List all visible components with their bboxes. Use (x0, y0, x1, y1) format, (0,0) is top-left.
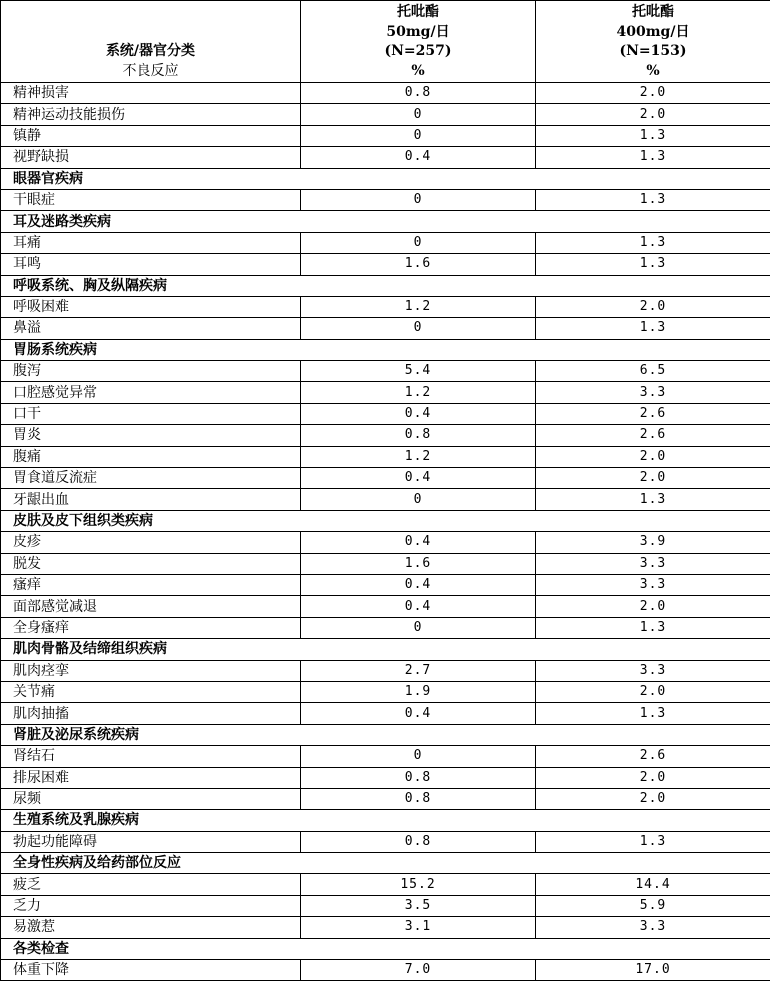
value-50mg: 0 (301, 104, 536, 125)
reaction-label: 镇静 (1, 125, 301, 146)
category-label: 耳及迷路类疾病 (1, 211, 770, 232)
value-400mg: 1.3 (536, 232, 770, 253)
value-50mg: 7.0 (301, 960, 536, 981)
header-dose-50-drug: 托吡酯 (397, 4, 439, 20)
category-row (1, 275, 770, 296)
reaction-label: 疲乏 (1, 874, 301, 895)
value-400mg: 3.9 (536, 532, 770, 553)
value-400mg: 2.0 (536, 468, 770, 489)
category-row (1, 510, 770, 531)
header-organ-class (1, 1, 301, 83)
value-400mg: 2.0 (536, 681, 770, 702)
reaction-label: 皮疹 (1, 532, 301, 553)
value-50mg: 0.4 (301, 596, 536, 617)
reaction-label: 全身瘙痒 (1, 617, 301, 638)
reaction-label: 牙龈出血 (1, 489, 301, 510)
value-50mg: 0.4 (301, 574, 536, 595)
value-400mg: 2.6 (536, 425, 770, 446)
reaction-label: 口腔感觉异常 (1, 382, 301, 403)
category-row (1, 938, 770, 959)
category-row (1, 168, 770, 189)
value-400mg: 3.3 (536, 382, 770, 403)
value-400mg: 5.9 (536, 895, 770, 916)
value-50mg: 0.8 (301, 767, 536, 788)
header-dose-50-unit: % (411, 62, 425, 79)
value-50mg: 1.2 (301, 446, 536, 467)
header-organ-title: 系统/器官分类 (105, 43, 196, 59)
value-50mg: 3.5 (301, 895, 536, 916)
category-label: 肌肉骨骼及结缔组织疾病 (1, 639, 770, 660)
value-400mg: 17.0 (536, 960, 770, 981)
reaction-label: 呼吸困难 (1, 296, 301, 317)
table-row (1, 403, 770, 424)
table-row (1, 125, 770, 146)
category-label: 生殖系统及乳腺疾病 (1, 810, 770, 831)
reaction-label: 干眼症 (1, 189, 301, 210)
table-row (1, 254, 770, 275)
table-row (1, 917, 770, 938)
table-row (1, 617, 770, 638)
value-400mg: 3.3 (536, 660, 770, 681)
category-label: 皮肤及皮下组织类疾病 (1, 510, 770, 531)
value-400mg: 1.3 (536, 125, 770, 146)
value-400mg: 2.0 (536, 83, 770, 104)
table-row (1, 382, 770, 403)
reaction-label: 面部感觉减退 (1, 596, 301, 617)
reaction-label: 尿频 (1, 788, 301, 809)
value-400mg: 3.3 (536, 917, 770, 938)
value-50mg: 0.8 (301, 788, 536, 809)
value-50mg: 1.9 (301, 681, 536, 702)
table-row (1, 532, 770, 553)
header-dose-50 (301, 1, 536, 83)
value-50mg: 3.1 (301, 917, 536, 938)
value-400mg: 6.5 (536, 361, 770, 382)
value-50mg: 5.4 (301, 361, 536, 382)
reaction-label: 视野缺损 (1, 147, 301, 168)
reaction-label: 耳痛 (1, 232, 301, 253)
reaction-label: 腹痛 (1, 446, 301, 467)
value-50mg: 15.2 (301, 874, 536, 895)
value-400mg: 1.3 (536, 489, 770, 510)
table-row (1, 596, 770, 617)
value-50mg: 0.8 (301, 83, 536, 104)
value-50mg: 1.6 (301, 254, 536, 275)
table-row (1, 83, 770, 104)
value-400mg: 1.3 (536, 254, 770, 275)
value-400mg: 2.6 (536, 403, 770, 424)
reaction-label: 脱发 (1, 553, 301, 574)
table-row (1, 681, 770, 702)
value-50mg: 0 (301, 189, 536, 210)
value-50mg: 0 (301, 232, 536, 253)
value-50mg: 1.2 (301, 296, 536, 317)
value-50mg: 0.4 (301, 532, 536, 553)
reaction-label: 口干 (1, 403, 301, 424)
table-row (1, 895, 770, 916)
header-dose-400-unit: % (646, 62, 660, 79)
category-label: 胃肠系统疾病 (1, 339, 770, 360)
value-50mg: 0 (301, 125, 536, 146)
value-50mg: 0 (301, 746, 536, 767)
value-400mg: 3.3 (536, 574, 770, 595)
value-400mg: 2.0 (536, 104, 770, 125)
value-400mg: 3.3 (536, 553, 770, 574)
value-50mg: 0.4 (301, 468, 536, 489)
value-400mg: 2.0 (536, 596, 770, 617)
value-50mg: 0.4 (301, 403, 536, 424)
category-label: 肾脏及泌尿系统疾病 (1, 724, 770, 745)
reaction-label: 精神运动技能损伤 (1, 104, 301, 125)
reaction-label: 易激惹 (1, 917, 301, 938)
value-50mg: 0 (301, 318, 536, 339)
table-row (1, 703, 770, 724)
table-row (1, 553, 770, 574)
value-400mg: 2.0 (536, 446, 770, 467)
value-50mg: 0 (301, 489, 536, 510)
table-row (1, 874, 770, 895)
header-organ-subtitle: 不良反应 (122, 62, 179, 79)
reaction-label: 关节痛 (1, 681, 301, 702)
value-50mg: 0.8 (301, 425, 536, 446)
value-400mg: 1.3 (536, 703, 770, 724)
table-row (1, 574, 770, 595)
value-400mg: 1.3 (536, 318, 770, 339)
header-dose-50-dose: 50mg/日 (386, 23, 450, 40)
reaction-label: 乏力 (1, 895, 301, 916)
reaction-label: 精神损害 (1, 83, 301, 104)
table-row (1, 767, 770, 788)
value-50mg: 0.4 (301, 147, 536, 168)
reaction-label: 肌肉痉挛 (1, 660, 301, 681)
value-50mg: 1.2 (301, 382, 536, 403)
category-row (1, 724, 770, 745)
table-row (1, 746, 770, 767)
value-50mg: 0.8 (301, 831, 536, 852)
table-row (1, 831, 770, 852)
reaction-label: 排尿困难 (1, 767, 301, 788)
value-400mg: 2.0 (536, 788, 770, 809)
category-label: 呼吸系统、胸及纵隔疾病 (1, 275, 770, 296)
category-row (1, 339, 770, 360)
value-400mg: 1.3 (536, 189, 770, 210)
reaction-label: 耳鸣 (1, 254, 301, 275)
reaction-label: 腹泻 (1, 361, 301, 382)
value-400mg: 2.6 (536, 746, 770, 767)
header-dose-400 (536, 1, 770, 83)
value-50mg: 0 (301, 617, 536, 638)
value-400mg: 1.3 (536, 831, 770, 852)
table-row (1, 489, 770, 510)
header-dose-50-n: (N=257) (384, 43, 452, 59)
category-label: 全身性疾病及给药部位反应 (1, 853, 770, 874)
category-label: 眼器官疾病 (1, 168, 770, 189)
table-row (1, 104, 770, 125)
table-row (1, 425, 770, 446)
table-row (1, 361, 770, 382)
category-row (1, 211, 770, 232)
value-400mg: 2.0 (536, 767, 770, 788)
category-row (1, 639, 770, 660)
reaction-label: 勃起功能障碍 (1, 831, 301, 852)
table-row (1, 446, 770, 467)
category-row (1, 810, 770, 831)
header-row (1, 1, 770, 83)
value-50mg: 2.7 (301, 660, 536, 681)
value-400mg: 1.3 (536, 147, 770, 168)
table-header (1, 1, 770, 83)
header-dose-400-drug: 托吡酯 (632, 4, 674, 20)
reaction-label: 胃食道反流症 (1, 468, 301, 489)
table-row (1, 296, 770, 317)
category-label: 各类检查 (1, 938, 770, 959)
reaction-label: 肾结石 (1, 746, 301, 767)
table-row (1, 960, 770, 981)
value-50mg: 1.6 (301, 553, 536, 574)
table-row (1, 468, 770, 489)
value-400mg: 14.4 (536, 874, 770, 895)
reaction-label: 瘙痒 (1, 574, 301, 595)
category-row (1, 853, 770, 874)
reaction-label: 鼻溢 (1, 318, 301, 339)
table-body (1, 83, 770, 981)
table-row (1, 788, 770, 809)
table-row (1, 318, 770, 339)
header-dose-400-n: (N=153) (619, 43, 687, 59)
reaction-label: 肌肉抽搐 (1, 703, 301, 724)
table-row (1, 232, 770, 253)
value-400mg: 1.3 (536, 617, 770, 638)
value-50mg: 0.4 (301, 703, 536, 724)
table-row (1, 189, 770, 210)
table-row (1, 147, 770, 168)
header-dose-400-dose: 400mg/日 (616, 23, 690, 40)
reaction-label: 体重下降 (1, 960, 301, 981)
table-row (1, 660, 770, 681)
reaction-label: 胃炎 (1, 425, 301, 446)
value-400mg: 2.0 (536, 296, 770, 317)
